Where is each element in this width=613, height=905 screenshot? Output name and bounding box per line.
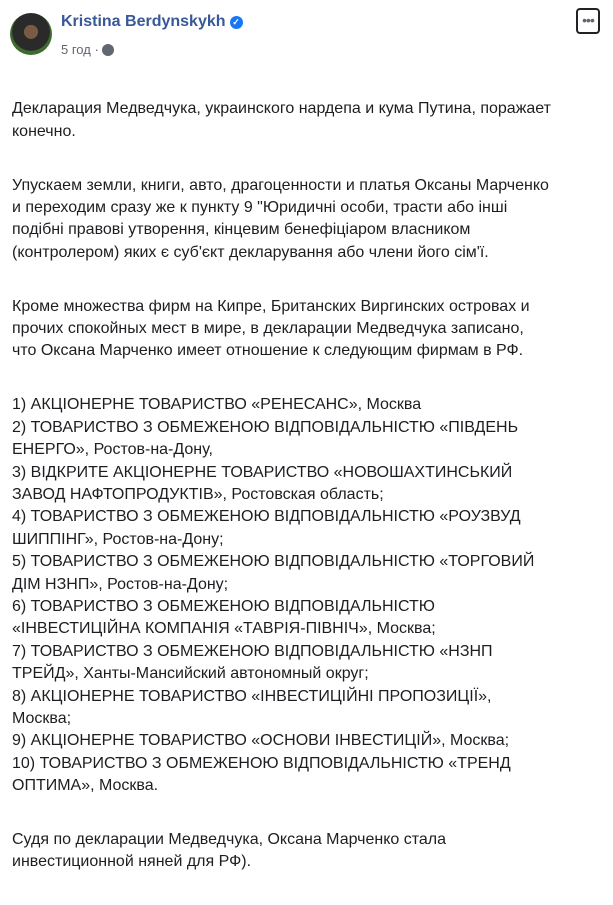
post-meta xyxy=(61,42,114,57)
post-paragraph: Упускаем земли, книги, авто, драгоценности и платья Оксаны Марченко и переходим сразу же к пункту 9 "Юридичні особи, трасти або інші подібні правові утворення, кінцевим бенефіціаром власником (контролером) яких є суб'єкт декларування або члени його сім'ї. xyxy=(12,176,549,261)
verified-badge-icon: ✓ xyxy=(230,16,243,29)
author-name-link[interactable] xyxy=(61,13,243,31)
post-paragraph: Декларация Медведчука, украинского нардепа и кума Путина, поражает конечно. xyxy=(12,100,551,140)
author-name: Kristina Berdynskykh xyxy=(61,13,226,30)
post-paragraph: Кроме множества фирм на Кипре, Британских Виргинских островах и прочих спокойных мест в мире, в декларации Медведчука записано, что Оксана Марченко имеет отношение к следующим фирмам в РФ. xyxy=(12,297,530,360)
globe-icon xyxy=(102,44,114,56)
separator: · xyxy=(94,42,99,57)
post-paragraph: Судя по декларации Медведчука, Оксана Марченко стала инвестиционной няней для РФ). xyxy=(12,831,447,871)
more-icon: ••• xyxy=(582,12,594,28)
avatar[interactable] xyxy=(10,13,52,55)
post-header xyxy=(0,0,613,72)
company-list: 1) АКЦІОНЕРНЕ ТОВАРИСТВО «РЕНЕСАНС», Москва 2) ТОВАРИСТВО З ОБМЕЖЕНОЮ ВІДПОВІДАЛЬНІСТЮ «ПІВДЕНЬ ЕНЕРГО», Ростов-на-Дону, 3) ВІДКРИТЕ АКЦІОНЕРНЕ ТОВАРИСТВО «НОВОШАХТИНСЬКИЙ ЗАВОД НАФТОПРОДУКТІВ», Ростовская область; 4) ТОВАРИСТВО З ОБМЕЖЕНОЮ ВІДПОВІДАЛЬНІСТЮ «РОУЗВУД ШИППІНГ», Ростов-на-Дону; 5) ТОВАРИСТВО З ОБМЕЖЕНОЮ ВІДПОВІДАЛЬНІСТЮ «ТОРГОВИЙ ДІМ НЗНП», Ростов-на-Дону; 6) ТОВАРИСТВО З ОБМЕЖЕНОЮ ВІДПОВІДАЛЬНІСТЮ «ІНВЕСТИЦІЙНА КОМПАНІЯ «ТАВРІЯ-ПІВНІЧ», Москва; 7) ТОВАРИСТВО З ОБМЕЖЕНОЮ ВІДПОВІДАЛЬНІСТЮ «НЗНП ТРЕЙД», Ханты-Мансийский автономный округ; 8) АКЦІОНЕРНЕ ТОВАРИСТВО «ІНВЕСТИЦІЙНІ ПРОПОЗИЦІЇ», Москва; 9) АКЦІОНЕРНЕ ТОВАРИСТВО «ОСНОВИ ІНВЕСТИЦІЙ», Москва; 10) ТОВАРИСТВО З ОБМЕЖЕНОЮ ВІДПОВІДАЛЬНІСТЮ «ТРЕНД ОПТИМА», Москва. xyxy=(12,396,535,795)
post-time[interactable]: 5 год xyxy=(61,42,91,57)
post-text xyxy=(12,76,608,905)
more-options-button[interactable] xyxy=(576,8,600,34)
